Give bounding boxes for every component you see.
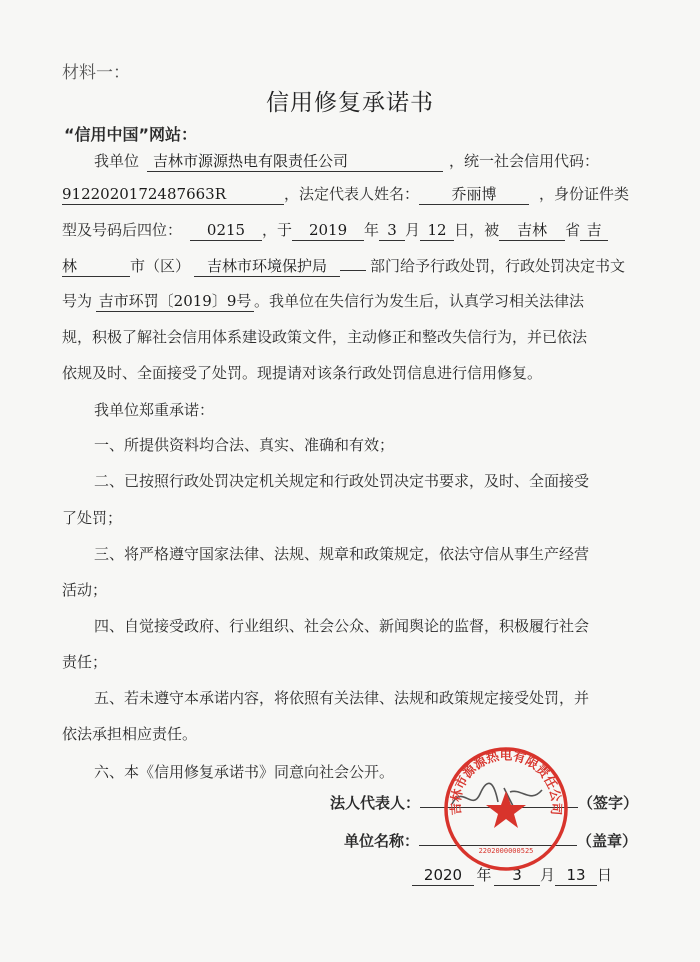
text: 号为 [62,292,93,310]
pledge-item-5: 五、若未遵守本承诺内容，将依照有关法律、法规和政策规定接受处罚，并 [94,689,590,707]
date-year-char: 年 [476,866,492,884]
pledge-item-4-cont: 责任； [62,653,108,671]
date-day-char: 日 [597,866,613,884]
pledge-item-5-cont: 依法承担相应责任。 [62,725,198,743]
seal-star [486,791,526,828]
text: ，身份证件类 [539,185,630,203]
province-field: 吉林 [499,221,565,241]
legal-rep-label: 法人代表人： [330,794,421,812]
date-month: 3 [494,866,540,886]
body-line-3 [62,220,608,241]
body-line-4 [62,256,625,277]
company-name-field: 吉林市源源热电有限责任公司 [147,152,443,172]
text: 省 [565,221,581,239]
month-field: 3 [379,221,405,241]
text: 我单位 [94,152,140,170]
pledge-item-6: 六、本《信用修复承诺书》同意向社会公开。 [94,763,395,781]
unit-label: 单位名称： [344,832,420,850]
pledge-item-2: 二、已按照行政处罚决定机关规定和行政处罚决定书要求，及时、全面接受 [94,472,590,490]
department-field-blank [340,270,366,271]
pledge-item-3-cont: 活动； [62,581,108,599]
pledge-item-1: 一、所提供资料均合法、真实、准确和有效； [94,436,395,454]
body-line-5 [62,291,584,312]
decision-number-field: 吉市环罚〔2019〕9号 [96,292,254,312]
legal-rep-field: 乔丽博 [419,185,529,205]
document-title: 信用修复承诺书 [266,90,434,116]
year-field: 2019 [292,221,364,241]
seal-number: 2202000000525 [478,847,534,855]
seal-text: 吉林市源源热电有限责任公司 [447,747,565,816]
credit-code-field: 9122020172487663R [62,185,284,205]
pledge-item-3: 三、将严格遵守国家法律、法规、规章和政策规定，依法守信从事生产经营 [94,545,590,563]
body-line-7: 依规及时、全面接受了处罚。现提请对该条行政处罚信息进行信用修复。 [62,364,543,382]
text: 部门给予行政处罚，行政处罚决定书文 [370,257,626,275]
date-year: 2020 [412,866,474,886]
text: ，法定代表人姓名： [284,185,420,203]
body-line-2 [62,184,629,205]
pledge-item-4: 四、自觉接受政府、行业组织、社会公众、新闻舆论的监督，积极履行社会 [94,617,590,635]
id-last4-field: 0215 [190,221,262,241]
company-seal-icon [442,745,570,873]
addressee: “信用中国”网站： [64,125,198,144]
text: ，于 [262,221,293,239]
text: 。我单位在失信行为发生后，认真学习相关法律法 [254,292,585,310]
text: 日，被 [454,221,500,239]
city-field-part2: 林 [62,257,130,277]
text: 型及号码后四位： [62,221,183,239]
day-field: 12 [420,221,454,241]
text: 月 [405,221,421,239]
city-field-part1: 吉 [580,221,608,241]
body-line-6: 规，积极了解社会信用体系建设政策文件，主动修正和整改失信行为，并已依法 [62,328,588,346]
department-field: 吉林市环境保护局 [194,257,340,277]
stamp-note: （盖章） [577,832,638,850]
pledge-intro: 我单位郑重承诺： [94,401,215,419]
sign-note: （签字） [578,794,639,812]
text: ，统一社会信用代码： [449,152,600,170]
material-label: 材料一： [62,63,130,83]
body-line-1 [94,151,599,172]
text: 年 [364,221,380,239]
pledge-item-2-cont: 了处罚； [62,509,123,527]
date-month-char: 月 [540,866,556,884]
date-day: 13 [555,866,597,886]
text: 市（区） [130,257,191,275]
